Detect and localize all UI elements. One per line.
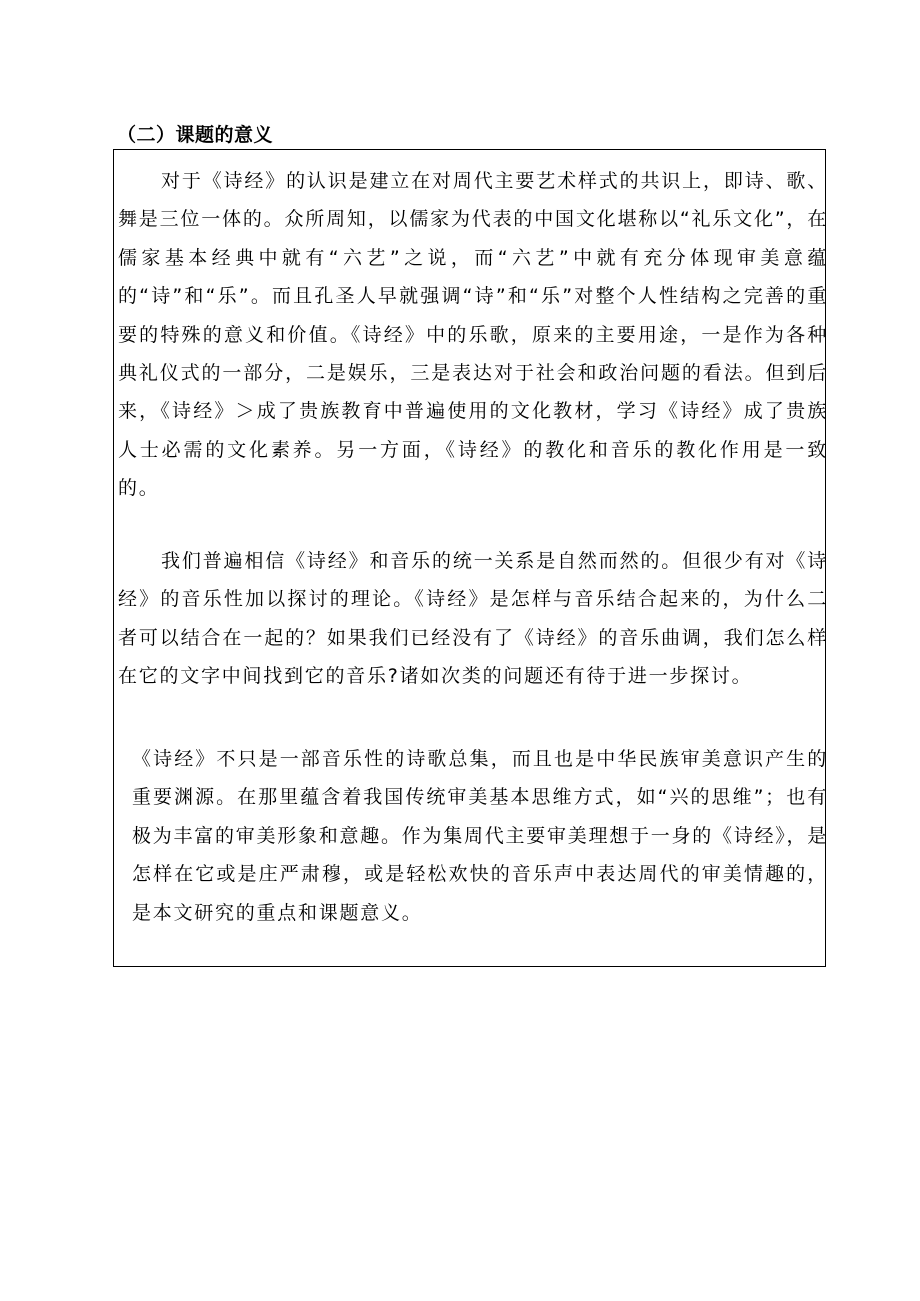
content-box <box>113 149 829 967</box>
paragraph-significance-2: 我们普遍相信《诗经》和音乐的统一关系是自然而然的。但很少有对《诗经》的音乐性加以探讨的理论。《诗经》是怎样与音乐结合起来的，为什么二者可以结合在一起的？如果我们已经没有了《诗经》的音乐曲调，我们怎么样在它的文字中间找到它的音乐?诸如次类的问题还有待于进一步探讨。 <box>118 550 828 688</box>
paragraph-significance-3: 《诗经》不只是一部音乐性的诗歌总集，而且也是中华民族审美意识产生的重要渊源。在那里蕴含着我国传统审美基本思维方式，如“兴的思维”；也有极为丰富的审美形象和意趣。作为集周代主要审美理想于一身的《诗经》，是怎样在它或是庄严肃穆，或是轻松欢快的音乐声中表达周代的审美情趣的，是本文研究的重点和课题意义。 <box>132 748 829 924</box>
paragraph-significance-1: 对于《诗经》的认识是建立在对周代主要艺术样式的共识上，即诗、歌、舞是三位一体的。众所周知，以儒家为代表的中国文化堪称以“礼乐文化”，在儒家基本经典中就有“六艺”之说，而“六艺”中就有充分体现审美意蕴的“诗”和“乐”。而且孔圣人早就强调“诗”和“乐”对整个人性结构之完善的重要的特殊的意义和价值。《诗经》中的乐歌，原来的主要用途，一是作为各种典礼仪式的一部分，二是娱乐，三是表达对于社会和政治问题的看法。但到后来，《诗经》＞成了贵族教育中普遍使用的文化教材，学习《诗经》成了贵族人士必需的文化素养。另一方面，《诗经》的教化和音乐的教化作用是一致的。 <box>118 170 828 500</box>
section-heading: （二）课题的意义 <box>117 124 274 146</box>
